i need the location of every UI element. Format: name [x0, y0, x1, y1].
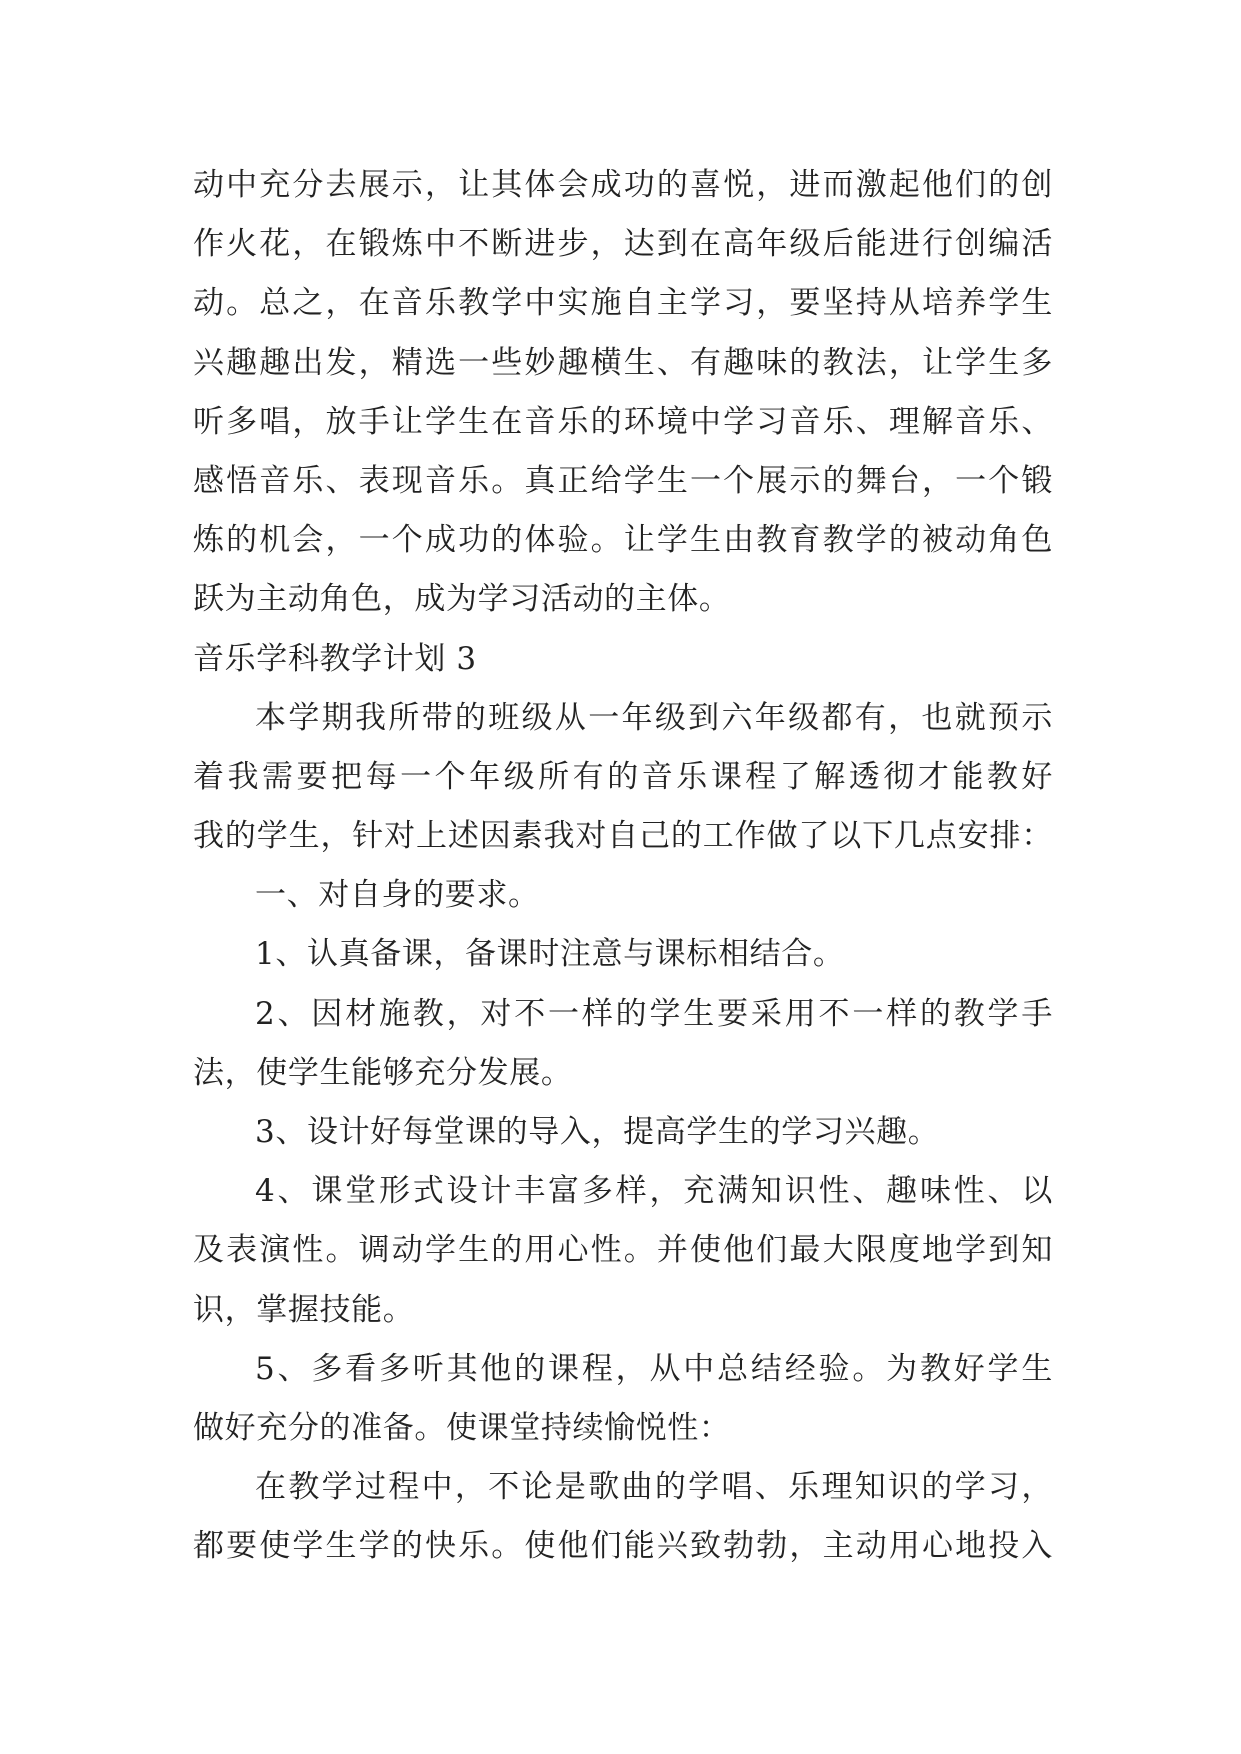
text-line: 都要使学生学的快乐。使他们能兴致勃勃，主动用心地投入 [193, 1528, 1053, 1565]
text-line: 1、认真备课，备课时注意与课标相结合。 [255, 936, 845, 973]
text-line: 听多唱，放手让学生在音乐的环境中学习音乐、理解音乐、 [193, 403, 1053, 440]
text-line: 动中充分去展示，让其体会成功的喜悦，进而激起他们的创 [193, 167, 1053, 203]
text-line: 炼的机会，一个成功的体验。让学生由教育教学的被动角色 [193, 522, 1053, 559]
text-line: 做好充分的准备。使课堂持续愉悦性： [193, 1409, 731, 1446]
text-line: 作火花，在锻炼中不断进步，达到在高年级后能进行创编活 [193, 226, 1053, 263]
text-line: 及表演性。调动学生的用心性。并使他们最大限度地学到知 [193, 1232, 1053, 1269]
text-line: 感悟音乐、表现音乐。真正给学生一个展示的舞台，一个锻 [193, 462, 1053, 499]
section-heading: 音乐学科教学计划 3 [193, 640, 477, 677]
text-line: 兴趣趣出发，精选一些妙趣横生、有趣味的教法，让学生多 [193, 344, 1053, 381]
text-line: 本学期我所带的班级从一年级到六年级都有，也就预示 [255, 699, 1053, 736]
text-line: 我的学生，针对上述因素我对自己的工作做了以下几点安排： [193, 818, 1053, 855]
text-line: 动。总之，在音乐教学中实施自主学习，要坚持从培养学生 [193, 285, 1053, 322]
document-body [193, 156, 1053, 1577]
text-line: 法，使学生能够充分发展。 [193, 1054, 573, 1091]
text-line: 一、对自身的要求。 [255, 877, 540, 914]
text-line: 在教学过程中，不论是歌曲的学唱、乐理知识的学习， [255, 1469, 1053, 1506]
text-line: 2、因材施教，对不一样的学生要采用不一样的教学手 [255, 995, 1053, 1032]
text-line: 4、课堂形式设计丰富多样，充满知识性、趣味性、以 [255, 1173, 1053, 1210]
text-line: 跃为主动角色，成为学习活动的主体。 [193, 581, 731, 618]
text-line: 5、多看多听其他的课程，从中总结经验。为教好学生 [255, 1350, 1053, 1387]
text-line: 着我需要把每一个年级所有的音乐课程了解透彻才能教好 [193, 758, 1053, 795]
text-line: 3、设计好每堂课的导入，提高学生的学习兴趣。 [255, 1114, 940, 1150]
text-line: 识，掌握技能。 [193, 1291, 415, 1328]
